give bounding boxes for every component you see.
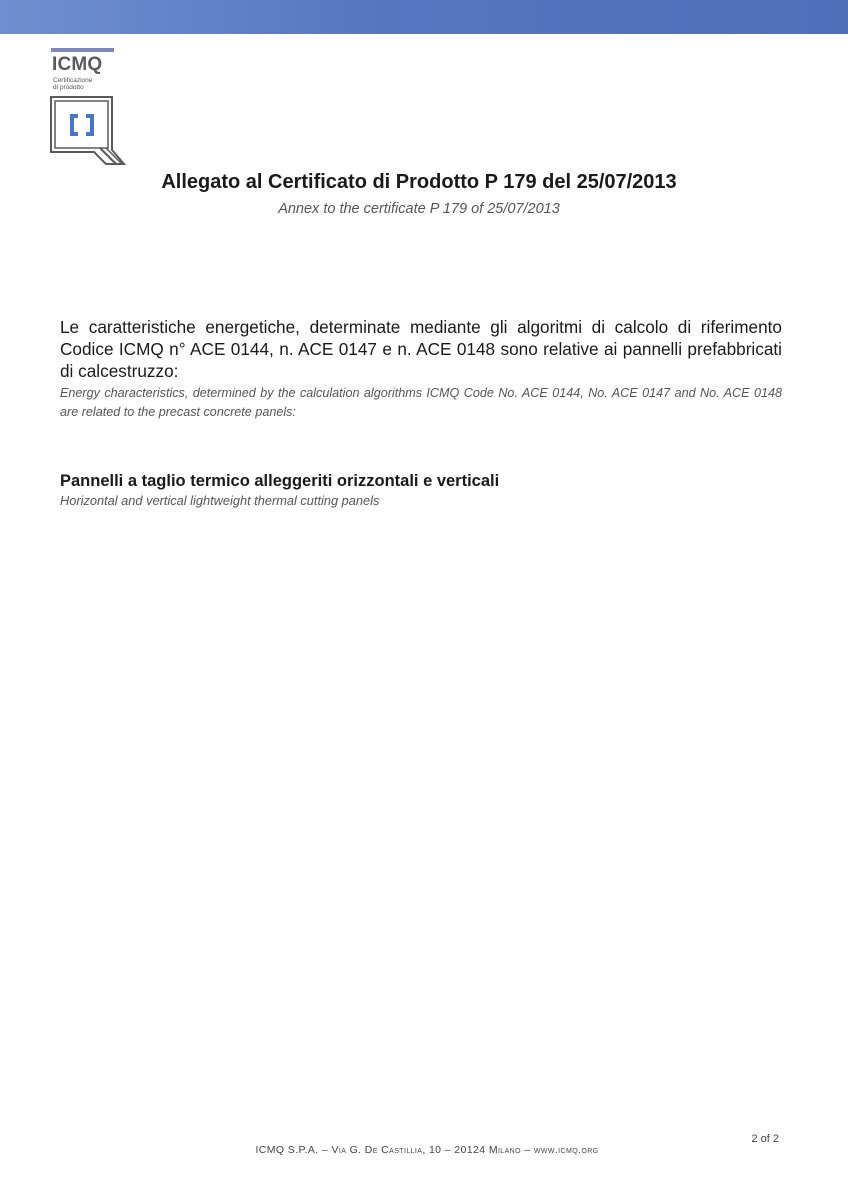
logo-top-bar [51,48,114,52]
page-subtitle [0,201,848,217]
paragraph-english: Energy characteristics, determined by the calculation algorithms ICMQ Code No. ACE 0144, No. ACE 0147 and No. ACE 0148 are related to the precast concrete panels: [60,386,782,419]
top-color-band [0,0,848,34]
logo-name: ICMQ [52,54,103,75]
page-subtitle-text: Annex to the certificate P 179 of 25/07/2013 [278,201,560,217]
logo-subtitle-line2: di prodotto [53,84,84,91]
section-heading-english: Horizontal and vertical lightweight thermal cutting panels [60,493,380,508]
page-title [0,171,848,194]
footer-address [0,1144,848,1156]
page-title-text: Allegato al Certificato di Prodotto P 179 del 25/07/2013 [161,171,677,193]
page-number: 2 of 2 [751,1133,779,1145]
icmq-logo [50,48,130,172]
icmq-q-mark-icon [50,96,128,168]
section-heading-italian: Pannelli a taglio termico alleggeriti orizzontali e verticali [60,472,500,490]
footer-address-text: ICMQ S.P.A. – Via G. De Castillia, 10 – 20124 Milano – www.icmq.org [255,1144,599,1156]
logo-subtitle [53,77,92,91]
paragraph-italian: Le caratteristiche energetiche, determinate mediante gli algoritmi di calcolo di riferimento Codice ICMQ n° ACE 0144, n. ACE 0147 e n. ACE 0148 sono relative ai pannelli prefabbricati di calcestruzzo: [60,317,782,381]
logo-subtitle-line1: Certificazione [53,77,93,84]
